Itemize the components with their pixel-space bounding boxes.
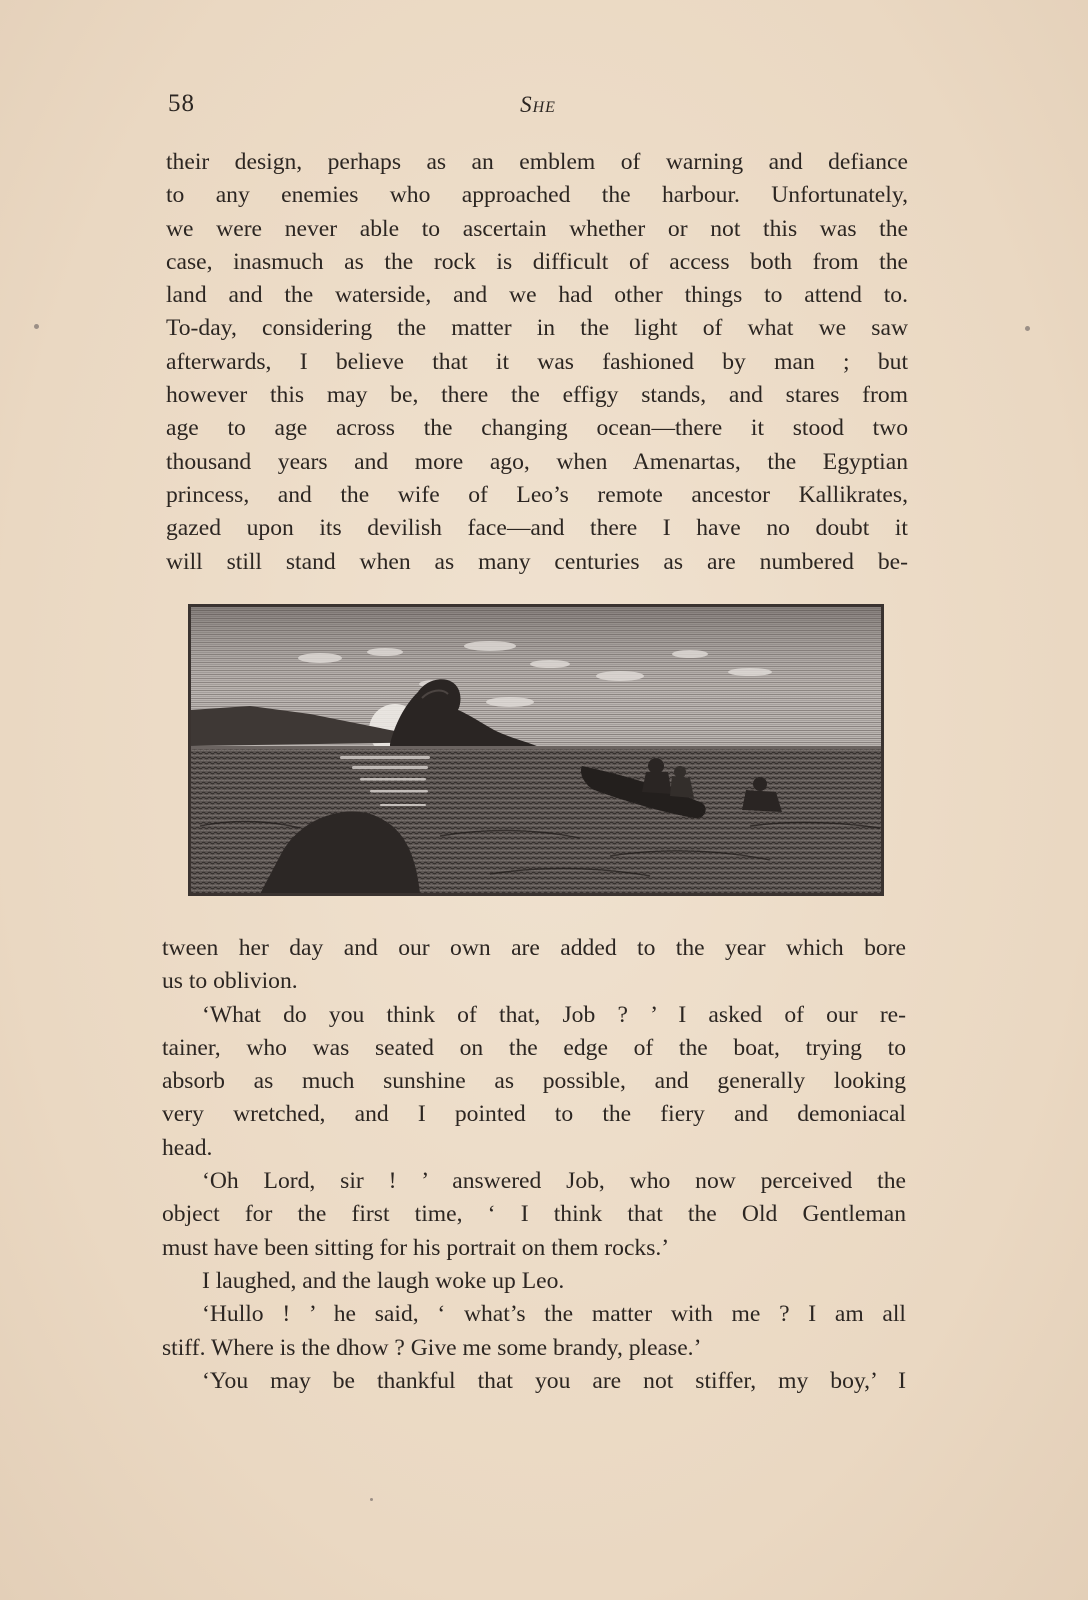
- paper-speck: [370, 1498, 373, 1501]
- sea-rock-engraving: [190, 606, 882, 894]
- text-line: age to age across the changing ocean—there it stood two: [166, 415, 908, 442]
- text-line: gazed upon its devilish face—and there I have no doubt it: [166, 515, 908, 542]
- text-line: absorb as much sunshine as possible, and generally looking: [162, 1068, 906, 1095]
- text-line: To-day, considering the matter in the light of what we saw: [166, 315, 908, 342]
- text-line: land and the waterside, and we had other things to attend to.: [166, 282, 908, 309]
- page-header: [168, 88, 908, 128]
- text-line: us to oblivion.: [162, 968, 298, 995]
- text-line: ‘Oh Lord, sir ! ’ answered Job, who now perceived the: [202, 1168, 906, 1195]
- text-line: their design, perhaps as an emblem of warning and defiance: [166, 149, 908, 175]
- text-line: we were never able to ascertain whether or not this was the: [166, 215, 908, 242]
- page-number: 58: [168, 90, 195, 117]
- engraving-illustration: [188, 604, 884, 896]
- text-line: to any enemies who approached the harbour. Unfortunately,: [166, 182, 908, 209]
- text-block-bottom: [162, 932, 906, 1398]
- text-line: very wretched, and I pointed to the fiery and demoniacal: [162, 1101, 906, 1128]
- running-head: She: [520, 92, 556, 117]
- text-line: afterwards, I believe that it was fashioned by man ; but: [166, 348, 908, 375]
- text-line: case, inasmuch as the rock is difficult of access both from the: [166, 248, 908, 275]
- text-line: tween her day and our own are added to the year which bore: [162, 935, 906, 961]
- text-line: I laughed, and the laugh woke up Leo.: [202, 1267, 565, 1294]
- text-line: object for the first time, ‘ I think that the Old Gentleman: [162, 1201, 906, 1228]
- text-line: tainer, who was seated on the edge of the boat, trying to: [162, 1034, 906, 1061]
- paper-speck: [1025, 326, 1030, 331]
- text-line: ‘What do you think of that, Job ? ’ I asked of our re-: [202, 1001, 906, 1028]
- text-line: however this may be, there the effigy stands, and stares from: [166, 382, 908, 409]
- text-line: ‘Hullo ! ’ he said, ‘ what’s the matter with me ? I am all: [202, 1301, 906, 1328]
- text-line: thousand years and more ago, when Amenartas, the Egyptian: [166, 448, 908, 475]
- text-block-top: [166, 146, 908, 579]
- text-line: head.: [162, 1134, 213, 1161]
- paper-speck: [34, 324, 39, 329]
- text-line: princess, and the wife of Leo’s remote ancestor Kallikrates,: [166, 481, 908, 508]
- text-line: stiff. Where is the dhow ? Give me some brandy, please.’: [162, 1334, 702, 1361]
- text-line: ‘You may be thankful that you are not stiffer, my boy,’ I: [202, 1367, 906, 1394]
- text-line: will still stand when as many centuries as are numbered be-: [166, 548, 908, 575]
- text-line: must have been sitting for his portrait on them rocks.’: [162, 1234, 670, 1261]
